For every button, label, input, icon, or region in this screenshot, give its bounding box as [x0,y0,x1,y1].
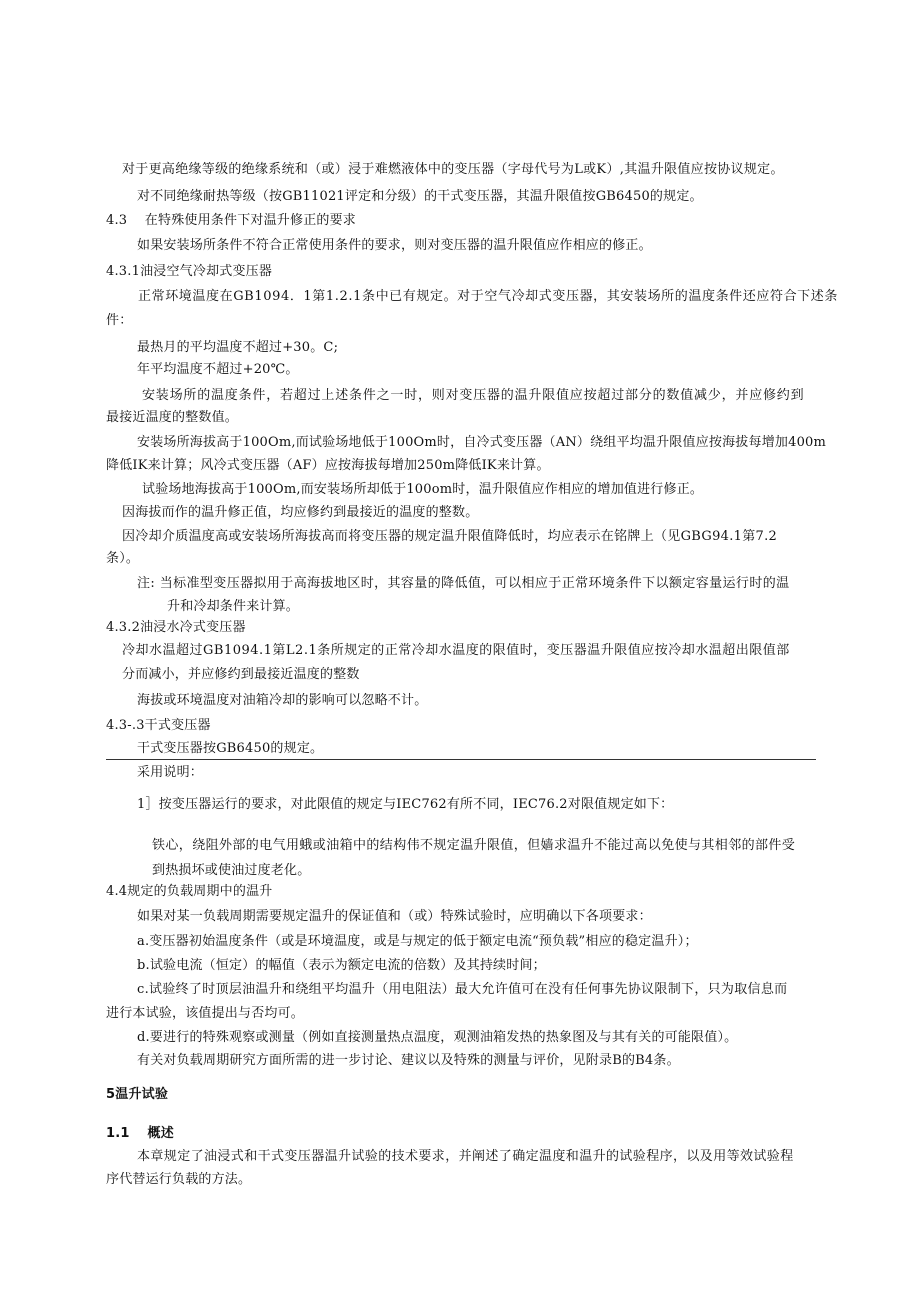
paragraph-line: 条）。 [106,551,140,566]
paragraph-line: 对不同绝缘耐热等级（按GB11021评定和分级）的干式变压器，其温升限值按GB6450的规定。 [137,189,703,204]
paragraph-line: 安装场所的温度条件，若超过上述条件之一时，则对变压器的温升限值应按超过部分的数值减少，并应修约到 [142,388,805,403]
subsection-heading: 4.3.2油浸水冷式变压器 [106,620,246,635]
paragraph-line: 安装场所海拔高于100Om,而试验场地低于100Om时，自冷式变压器（AN）绕组平均温升限值应按海拔每增加400m [137,435,827,450]
subsection-heading: 4.4规定的负载周期中的温升 [106,884,273,899]
list-item: c.试验终了时顶层油温升和绕组平均温升（用电阻法）最大允许值可在没有任何事先协议限制下，只为取信息而 [137,982,788,997]
paragraph-line: 分而减小，并应修约到最接近温度的整数 [122,667,360,682]
list-item: b.试验电流（恒定）的幅值（表示为额定电流的倍数）及其持续时间； [137,958,546,973]
paragraph-line: 降低IK来计算；风冷式变压器（AF）应按海拔每增加250m降低IK来计算。 [106,458,550,473]
subsection-heading: 4.3-.3干式变压器 [106,718,211,733]
paragraph-line: 最热月的平均温度不超过+30。C; [137,340,339,355]
note-line: 升和冷却条件来计算。 [167,599,300,614]
paragraph-line: 因海拔而作的温升修正值，均应修约到最接近的温度的整数。 [122,505,479,520]
paragraph-line: 如果对某一负载周期需要规定温升的保证值和（或）特殊试验时，应明确以下各项要求： [137,909,652,924]
paragraph-line: 对于更高绝缘等级的绝缘系统和（或）浸于难燃液体中的变压器（字母代号为L或K）,其温升限值应按协议规定。 [122,162,784,177]
paragraph-line: 最接近温度的整数值。 [106,410,239,425]
note-line: 注: 当标准型变压器拟用于高海拔地区时，其容量的降低值，可以相应于正常环境条件下以额定容量运行时的温 [137,576,790,591]
paragraph-line: 如果安装场所条件不符合正常使用条件的要求，则对变压器的温升限值应作相应的修正。 [137,238,652,253]
paragraph-line: 年平均温度不超过+20℃。 [137,362,299,377]
subsection-heading: 4.3.1油浸空气冷却式变压器 [106,264,273,279]
adoption-note-line: 铁心，绕阻外部的电气用蛾或油箱中的结构伟不规定温升限值，但嫱求温升不能过高以免使与其相邻的部件受 [152,838,796,853]
paragraph-line: 件： [106,313,133,328]
section-heading: 1.1 概述 [106,1126,174,1141]
horizontal-rule [106,759,816,760]
list-item: d.要进行的特殊观察或测量（例如直接测量热点温度，观测油箱发热的热象图及与其有关的可能限值）。 [137,1030,738,1045]
adoption-note-label: 采用说明： [137,765,204,780]
paragraph-line: 冷却水温超过GB1094.1第L2.1条所规定的正常冷却水温度的限值时，变压器温升限值应按冷却水温超出限值部 [122,643,790,658]
paragraph-line: 试验场地海拔高于100Om,而安装场所却低于100om时，温升限值应作相应的增加值进行修正。 [142,482,704,497]
paragraph-line: 干式变压器按GB6450的规定。 [137,741,324,756]
adoption-note-line: 到热损坏或使油过度老化。 [152,863,311,878]
paragraph-line: 因冷却介质温度高或安装场所海拔高而将变压器的规定温升限值降低时，均应表示在铭牌上（见GBG94.1第7.2 [122,529,778,544]
section-heading: 4.3 在特殊使用条件下对温升修正的要求 [106,213,357,228]
list-item: 进行本试验，该值提出与否均可。 [106,1006,305,1021]
paragraph-line: 海拔或环境温度对油箱冷却的影响可以忽略不计。 [137,693,428,708]
paragraph-line: 正常环境温度在GB1094．1第1.2.1条中已有规定。对于空气冷却式变压器，其安装场所的温度条件还应符合下述条 [138,289,838,304]
adoption-note-line: 1］按变压器运行的要求，对此限值的规定与IEC762有所不同，IEC76.2对限值规定如下： [137,797,674,812]
paragraph-line: 序代替运行负载的方法。 [106,1172,252,1187]
paragraph-line: 本章规定了油浸式和干式变压器温升试验的技术要求，并阐述了确定温度和温升的试验程序，以及用等效试验程 [137,1149,794,1164]
paragraph-line: 有关对负载周期研究方面所需的进一步讨论、建议以及特殊的测量与评价，见附录B的B4条。 [137,1053,680,1068]
chapter-heading: 5温升试验 [106,1087,169,1102]
list-item: a.变压器初始温度条件（或是环境温度，或是与规定的低于额定电流“预负载”相应的稳定温升）； [137,934,698,949]
